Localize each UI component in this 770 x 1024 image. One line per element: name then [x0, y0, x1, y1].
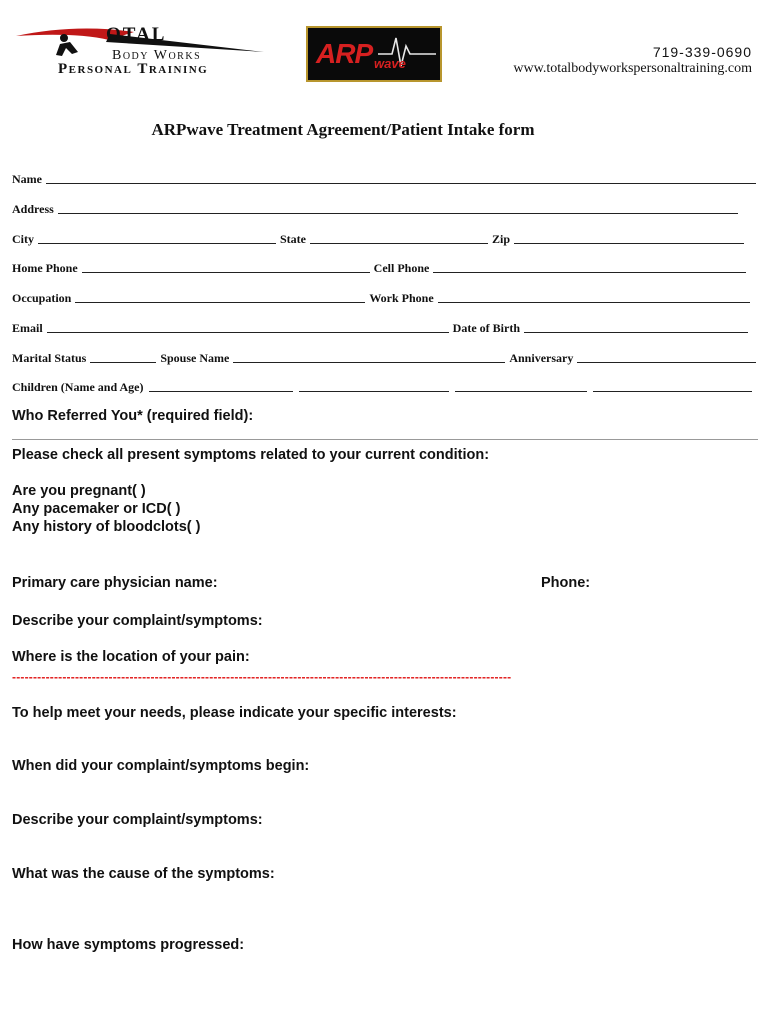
state-label: State: [280, 232, 306, 246]
city-field[interactable]: [38, 243, 276, 244]
cause-question: What was the cause of the symptoms:: [12, 866, 275, 882]
address-row: [12, 200, 738, 216]
children-label: Children (Name and Age): [12, 380, 144, 394]
form-title: ARPwave Treatment Agreement/Patient Intake form: [151, 120, 535, 139]
symptoms-began-question: When did your complaint/symptoms begin:: [12, 758, 310, 774]
physician-question: Primary care physician name:: [12, 575, 218, 591]
pacemaker-question[interactable]: Any pacemaker or ICD( ): [12, 501, 181, 517]
physician-phone-label: Phone:: [541, 575, 591, 591]
referred-question: Who Referred You* (required field):: [12, 408, 254, 424]
pain-location-question: Where is the location of your pain:: [12, 649, 250, 665]
zip-label: Zip: [492, 232, 511, 246]
marital-row: [12, 349, 756, 365]
address-label: Address: [12, 202, 54, 216]
occupation-field[interactable]: [75, 302, 365, 303]
email-label: Email: [12, 321, 43, 335]
child-field-4[interactable]: [593, 391, 752, 392]
city-label: City: [12, 232, 34, 246]
symptoms-check-question: Please check all present symptoms related to your current condition:: [12, 447, 490, 463]
city-state-zip-row: [12, 230, 744, 246]
dashed-separator: -----------------------------------------------------------------------------------------------------------------------: [12, 670, 512, 684]
spouse-name-field[interactable]: [233, 362, 505, 363]
cell-phone-field[interactable]: [433, 272, 746, 273]
logo-word-body-works: Body Works: [112, 48, 202, 63]
contact-website: www.totalbodyworkspersonaltraining.com: [513, 61, 752, 76]
email-row: [12, 319, 748, 335]
home-phone-label: Home Phone: [12, 261, 78, 275]
arpwave-logo: [306, 26, 442, 82]
marital-status-field[interactable]: [90, 362, 156, 363]
complaint-question-1: Describe your complaint/symptoms:: [12, 613, 263, 629]
child-field-1[interactable]: [149, 391, 293, 392]
spouse-name-label: Spouse Name: [160, 351, 230, 365]
name-row: [12, 170, 756, 186]
cell-phone-label: Cell Phone: [373, 261, 430, 275]
occupation-row: [12, 289, 750, 305]
bloodclots-question[interactable]: Any history of bloodclots( ): [12, 519, 201, 535]
marital-status-label: Marital Status: [12, 351, 87, 365]
complaint-question-2: Describe your complaint/symptoms:: [12, 812, 263, 828]
phones-row: [12, 259, 746, 275]
child-field-3[interactable]: [455, 391, 587, 392]
referred-divider: [12, 439, 758, 440]
progressed-question: How have symptoms progressed:: [12, 937, 245, 953]
child-field-2[interactable]: [299, 391, 449, 392]
state-field[interactable]: [310, 243, 488, 244]
email-field[interactable]: [47, 332, 449, 333]
children-row: [12, 378, 752, 394]
logo-wave-text: wave: [374, 56, 406, 71]
work-phone-label: Work Phone: [369, 291, 434, 305]
dob-field[interactable]: [524, 332, 748, 333]
zip-field[interactable]: [514, 243, 744, 244]
logo-word-total: OTAL: [106, 24, 167, 45]
pregnant-question[interactable]: Are you pregnant( ): [12, 483, 146, 499]
anniversary-label: Anniversary: [509, 351, 574, 365]
name-field[interactable]: [46, 183, 756, 184]
contact-phone: 719-339-0690: [652, 44, 752, 60]
dob-label: Date of Birth: [452, 321, 520, 335]
occupation-label: Occupation: [12, 291, 72, 305]
logo-arp-text: ARP: [316, 38, 373, 69]
name-label: Name: [12, 172, 42, 186]
address-field[interactable]: [58, 213, 738, 214]
interests-question: To help meet your needs, please indicate your specific interests:: [12, 705, 457, 721]
total-body-works-logo: [14, 22, 289, 80]
logo-word-personal-training: Personal Training: [58, 61, 209, 77]
home-phone-field[interactable]: [82, 272, 370, 273]
anniversary-field[interactable]: [577, 362, 756, 363]
work-phone-field[interactable]: [438, 302, 750, 303]
